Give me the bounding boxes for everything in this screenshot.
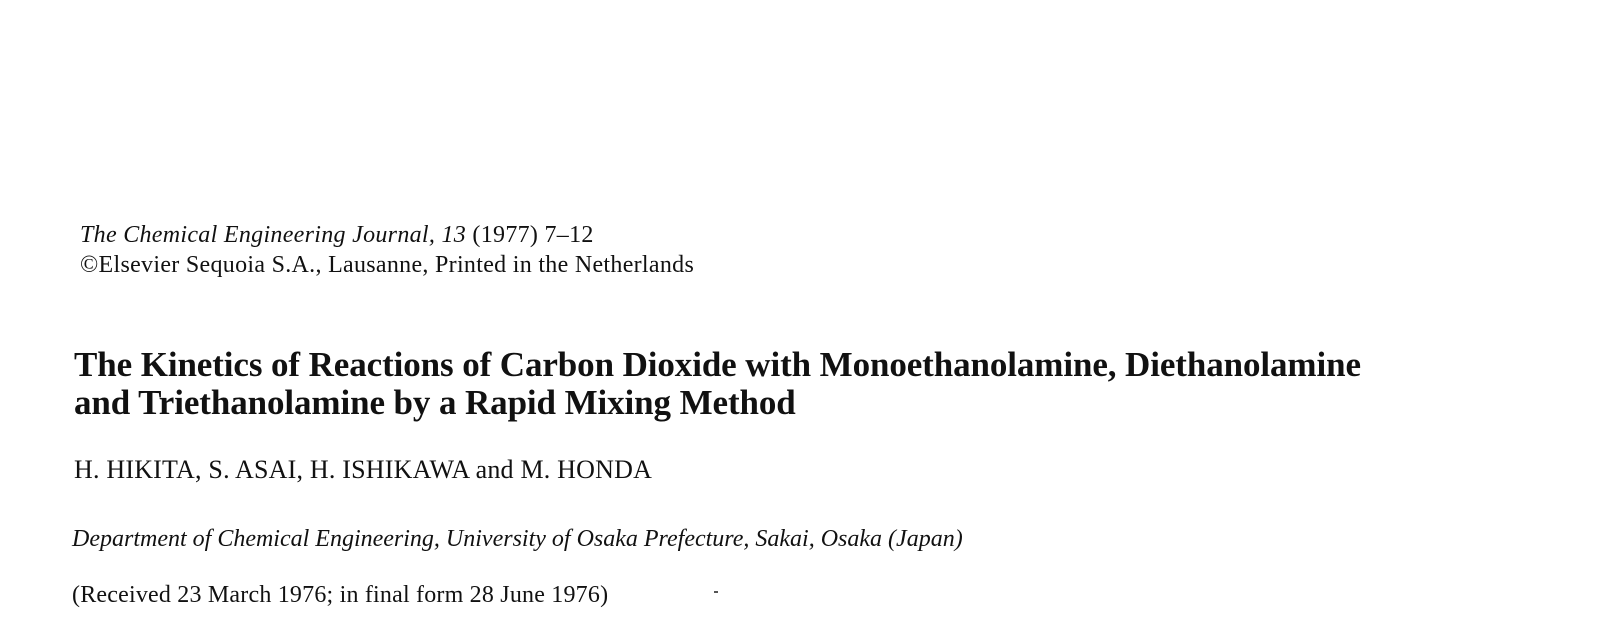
- article-title-line-2: and Triethanolamine by a Rapid Mixing Method: [74, 383, 796, 422]
- article-authors: H. HIKITA, S. ASAI, H. ISHIKAWA and M. HONDA: [74, 455, 653, 484]
- journal-year-pages: (1977) 7–12: [472, 222, 594, 248]
- journal-name: The Chemical Engineering Journal,: [80, 222, 436, 248]
- article-title: [74, 346, 1554, 422]
- journal-volume: 13: [441, 222, 467, 248]
- author-affiliation: Department of Chemical Engineering, University of Osaka Prefecture, Sakai, Osaka (Japan): [72, 526, 963, 552]
- scan-speck: [714, 591, 718, 593]
- received-dates: (Received 23 March 1976; in final form 28 June 1976): [72, 582, 609, 608]
- journal-citation: [80, 220, 694, 280]
- journal-reference: [80, 220, 694, 250]
- copyright-notice: ©Elsevier Sequoia S.A., Lausanne, Printed in the Netherlands: [80, 252, 695, 278]
- article-title-line-1: The Kinetics of Reactions of Carbon Dioxide with Monoethanolamine, Diethanolamine: [74, 345, 1361, 384]
